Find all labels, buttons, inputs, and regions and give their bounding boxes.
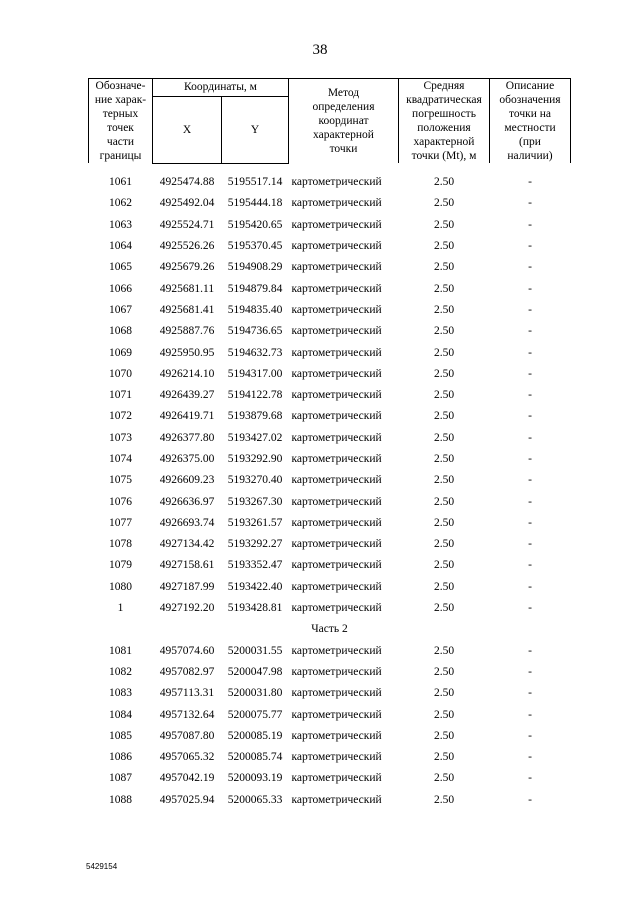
cell-point-id: 1066 bbox=[109, 282, 132, 295]
cell-description: - bbox=[528, 240, 532, 253]
cell-description: - bbox=[528, 516, 532, 529]
cell-method: картометрический bbox=[291, 602, 382, 615]
cell-point-id: 1078 bbox=[109, 538, 132, 551]
cell-coord-x: 4926439.27 bbox=[159, 389, 215, 402]
table-row bbox=[89, 597, 571, 618]
cell-method: картометрический bbox=[291, 687, 382, 700]
table-row bbox=[89, 299, 571, 320]
cell-point-id: 1065 bbox=[109, 261, 132, 274]
cell-coord-x: 4927192.20 bbox=[159, 602, 215, 615]
table-row bbox=[89, 235, 571, 256]
table-row bbox=[89, 406, 571, 427]
table-row bbox=[89, 576, 571, 597]
cell-coord-x: 4926419.71 bbox=[159, 410, 215, 423]
cell-description: - bbox=[528, 559, 532, 572]
cell-coord-y: 5194835.40 bbox=[227, 303, 283, 316]
cell-coord-x: 4926377.80 bbox=[159, 431, 215, 444]
cell-description: - bbox=[528, 687, 532, 700]
table-row bbox=[89, 278, 571, 299]
cell-coord-x: 4927158.61 bbox=[159, 559, 215, 572]
cell-error-mt: 2.50 bbox=[433, 751, 455, 764]
cell-error-mt: 2.50 bbox=[433, 495, 455, 508]
cell-method: картометрический bbox=[291, 665, 382, 678]
cell-error-mt: 2.50 bbox=[433, 240, 455, 253]
cell-description: - bbox=[528, 197, 532, 210]
cell-description: - bbox=[528, 729, 532, 742]
cell-method: картометрический bbox=[291, 389, 382, 402]
table-row bbox=[89, 683, 571, 704]
cell-coord-y: 5193292.90 bbox=[227, 453, 283, 465]
cell-method: картометрический bbox=[291, 410, 382, 423]
cell-description: - bbox=[528, 410, 532, 423]
cell-error-mt: 2.50 bbox=[433, 602, 455, 615]
cell-coord-x: 4925681.11 bbox=[159, 282, 215, 295]
cell-coord-y: 5194879.84 bbox=[227, 282, 283, 295]
cell-coord-y: 5195444.18 bbox=[227, 197, 283, 210]
cell-coord-y: 5200065.33 bbox=[227, 793, 283, 806]
cell-error-mt: 2.50 bbox=[433, 389, 455, 402]
cell-coord-y: 5200075.77 bbox=[227, 708, 283, 721]
cell-error-mt: 2.50 bbox=[433, 644, 455, 657]
cell-error-mt: 2.50 bbox=[433, 282, 455, 295]
cell-point-id: 1082 bbox=[109, 665, 132, 678]
table-row bbox=[89, 555, 571, 576]
cell-description: - bbox=[528, 580, 532, 593]
cell-error-mt: 2.50 bbox=[433, 197, 455, 210]
cell-method: картометрический bbox=[291, 772, 382, 785]
cell-coord-y: 5194317.00 bbox=[227, 367, 283, 380]
cell-coord-x: 4926636.97 bbox=[159, 495, 215, 508]
cell-point-id: 1076 bbox=[109, 495, 132, 508]
table-row bbox=[89, 363, 571, 384]
cell-coord-y: 5200031.80 bbox=[227, 687, 283, 700]
cell-description: - bbox=[528, 175, 532, 188]
cell-point-id: 1087 bbox=[109, 772, 132, 785]
cell-description: - bbox=[528, 495, 532, 508]
cell-coord-x: 4957113.31 bbox=[159, 687, 215, 700]
cell-coord-x: 4957042.19 bbox=[159, 772, 215, 785]
cell-coord-y: 5200031.55 bbox=[227, 644, 283, 657]
cell-description: - bbox=[528, 644, 532, 657]
cell-method: картометрический bbox=[291, 303, 382, 316]
cell-point-id: 1083 bbox=[109, 687, 132, 700]
cell-coord-x: 4926375.00 bbox=[159, 453, 215, 465]
cell-error-mt: 2.50 bbox=[433, 303, 455, 316]
cell-method: картометрический bbox=[291, 240, 382, 253]
cell-description: - bbox=[528, 367, 532, 380]
header-description: Описание обозначения точки на местности (при наличии) bbox=[490, 79, 571, 164]
cell-coord-x: 4927134.42 bbox=[159, 538, 215, 551]
header-error: Средняя квадратическая погрешность положения характерной точки (Mt), м bbox=[399, 79, 490, 164]
cell-method: картометрический bbox=[291, 175, 382, 188]
table-row bbox=[89, 661, 571, 682]
cell-coord-x: 4957132.64 bbox=[159, 708, 215, 721]
table-row bbox=[89, 789, 571, 810]
table-row bbox=[89, 448, 571, 469]
cell-description: - bbox=[528, 665, 532, 678]
cell-point-id: 1061 bbox=[109, 175, 132, 188]
cell-coord-x: 4925950.95 bbox=[159, 346, 215, 359]
header-method: Метод определения координат характерной точки bbox=[289, 79, 399, 164]
document-code: 5429154 bbox=[86, 862, 118, 871]
cell-method: картометрический bbox=[291, 453, 382, 465]
cell-coord-x: 4925681.41 bbox=[159, 303, 215, 316]
cell-coord-y: 5200093.19 bbox=[227, 772, 283, 785]
cell-method: картометрический bbox=[291, 751, 382, 764]
cell-coord-x: 4927187.99 bbox=[159, 580, 215, 593]
cell-description: - bbox=[528, 218, 532, 231]
cell-coord-x: 4925679.26 bbox=[159, 261, 215, 274]
cell-coord-y: 5200047.98 bbox=[227, 665, 283, 678]
cell-coord-y: 5194908.29 bbox=[227, 261, 283, 274]
cell-coord-y: 5193292.27 bbox=[227, 538, 283, 551]
page-number: 38 bbox=[312, 42, 328, 58]
table-body bbox=[89, 163, 571, 810]
cell-method: картометрический bbox=[291, 218, 382, 231]
cell-error-mt: 2.50 bbox=[433, 261, 455, 274]
cell-error-mt: 2.50 bbox=[433, 580, 455, 593]
cell-coord-x: 4957087.80 bbox=[159, 729, 215, 742]
cell-error-mt: 2.50 bbox=[433, 218, 455, 231]
cell-point-id: 1081 bbox=[109, 644, 132, 657]
cell-point-id: 1068 bbox=[109, 325, 132, 338]
cell-method: картометрический bbox=[291, 325, 382, 338]
cell-point-id: 1084 bbox=[109, 708, 132, 721]
cell-point-id: 1080 bbox=[109, 580, 132, 593]
cell-coord-x: 4925492.04 bbox=[159, 197, 215, 210]
cell-error-mt: 2.50 bbox=[433, 687, 455, 700]
cell-error-mt: 2.50 bbox=[433, 431, 455, 444]
cell-point-id: 1071 bbox=[109, 389, 132, 402]
table-row bbox=[89, 704, 571, 725]
cell-point-id: 1088 bbox=[109, 793, 132, 806]
cell-description: - bbox=[528, 389, 532, 402]
cell-coord-y: 5194736.65 bbox=[227, 325, 283, 338]
cell-point-id: 1063 bbox=[109, 218, 132, 231]
cell-point-id: 1079 bbox=[109, 559, 132, 572]
cell-method: картометрический bbox=[291, 495, 382, 508]
cell-description: - bbox=[528, 602, 532, 615]
cell-coord-x: 4926609.23 bbox=[159, 474, 215, 487]
cell-coord-y: 5193270.40 bbox=[227, 474, 283, 487]
table-row bbox=[89, 214, 571, 235]
header-coordinates: Координаты, м bbox=[153, 79, 289, 97]
cell-coord-y: 5200085.19 bbox=[227, 729, 283, 742]
cell-description: - bbox=[528, 282, 532, 295]
cell-point-id: 1064 bbox=[109, 240, 132, 253]
cell-method: картометрический bbox=[291, 367, 382, 380]
cell-method: картометрический bbox=[291, 644, 382, 657]
cell-description: - bbox=[528, 538, 532, 551]
cell-error-mt: 2.50 bbox=[433, 410, 455, 423]
table-row bbox=[89, 257, 571, 278]
cell-method: картометрический bbox=[291, 538, 382, 551]
cell-coord-x: 4957074.60 bbox=[159, 644, 215, 657]
section-row bbox=[89, 619, 571, 640]
table-row bbox=[89, 534, 571, 555]
cell-coord-x: 4957065.32 bbox=[159, 751, 215, 764]
table-header bbox=[89, 79, 571, 164]
cell-point-id: 1072 bbox=[109, 410, 132, 423]
cell-method: картометрический bbox=[291, 431, 382, 444]
cell-error-mt: 2.50 bbox=[433, 793, 455, 806]
cell-coord-y: 5193427.02 bbox=[227, 431, 283, 444]
cell-error-mt: 2.50 bbox=[433, 325, 455, 338]
cell-description: - bbox=[528, 346, 532, 359]
cell-method: картометрический bbox=[291, 261, 382, 274]
header-point-designation: Обозначе- ние харак- терных точек части границы bbox=[89, 79, 153, 164]
cell-coord-y: 5194632.73 bbox=[227, 346, 283, 359]
cell-point-id: 1 bbox=[117, 602, 124, 615]
cell-method: картометрический bbox=[291, 793, 382, 806]
table-row bbox=[89, 193, 571, 214]
cell-coord-x: 4957025.94 bbox=[159, 793, 215, 806]
cell-description: - bbox=[528, 772, 532, 785]
cell-coord-y: 5193879.68 bbox=[227, 410, 283, 423]
table-row bbox=[89, 725, 571, 746]
cell-coord-y: 5193422.40 bbox=[227, 580, 283, 593]
cell-description: - bbox=[528, 453, 532, 465]
cell-description: - bbox=[528, 751, 532, 764]
cell-coord-y: 5193267.30 bbox=[227, 495, 283, 508]
cell-description: - bbox=[528, 325, 532, 338]
cell-error-mt: 2.50 bbox=[433, 665, 455, 678]
cell-coord-x: 4925524.71 bbox=[159, 218, 215, 231]
cell-method: картометрический bbox=[291, 282, 382, 295]
cell-method: картометрический bbox=[291, 346, 382, 359]
cell-coord-y: 5195420.65 bbox=[227, 218, 283, 231]
cell-error-mt: 2.50 bbox=[433, 516, 455, 529]
cell-point-id: 1073 bbox=[109, 431, 132, 444]
cell-coord-x: 4926214.10 bbox=[159, 367, 215, 380]
cell-point-id: 1070 bbox=[109, 367, 132, 380]
table-row bbox=[89, 342, 571, 363]
cell-point-id: 1069 bbox=[109, 346, 132, 359]
coordinates-table bbox=[88, 78, 571, 810]
cell-method: картометрический bbox=[291, 474, 382, 487]
cell-error-mt: 2.50 bbox=[433, 538, 455, 551]
cell-point-id: 1062 bbox=[109, 197, 132, 210]
cell-description: - bbox=[528, 431, 532, 444]
table-row bbox=[89, 384, 571, 405]
cell-point-id: 1086 bbox=[109, 751, 132, 764]
cell-method: картометрический bbox=[291, 559, 382, 572]
cell-error-mt: 2.50 bbox=[433, 175, 455, 188]
cell-coord-y: 5193352.47 bbox=[227, 559, 283, 572]
table-row bbox=[89, 321, 571, 342]
cell-error-mt: 2.50 bbox=[433, 729, 455, 742]
cell-point-id: 1085 bbox=[109, 729, 132, 742]
table-row bbox=[89, 491, 571, 512]
cell-description: - bbox=[528, 474, 532, 487]
cell-description: - bbox=[528, 708, 532, 721]
cell-method: картометрический bbox=[291, 580, 382, 593]
table-row bbox=[89, 640, 571, 661]
section-label: Часть 2 bbox=[311, 623, 348, 636]
cell-coord-y: 5193261.57 bbox=[227, 516, 283, 529]
cell-coord-y: 5195370.45 bbox=[227, 240, 283, 253]
table-row bbox=[89, 470, 571, 491]
cell-coord-y: 5200085.74 bbox=[227, 751, 283, 764]
table-row bbox=[89, 747, 571, 768]
cell-description: - bbox=[528, 303, 532, 316]
cell-coord-x: 4957082.97 bbox=[159, 665, 215, 678]
cell-error-mt: 2.50 bbox=[433, 453, 455, 465]
cell-coord-x: 4925526.26 bbox=[159, 240, 215, 253]
cell-description: - bbox=[528, 261, 532, 274]
table-row bbox=[89, 768, 571, 789]
cell-error-mt: 2.50 bbox=[433, 772, 455, 785]
header-x: X bbox=[153, 96, 222, 163]
cell-coord-x: 4926693.74 bbox=[159, 516, 215, 529]
cell-point-id: 1067 bbox=[109, 303, 132, 316]
cell-coord-y: 5195517.14 bbox=[227, 176, 283, 189]
cell-point-id: 1074 bbox=[109, 453, 132, 465]
cell-method: картометрический bbox=[291, 708, 382, 721]
cell-point-id: 1077 bbox=[109, 516, 132, 529]
cell-coord-x: 4925887.76 bbox=[159, 325, 215, 338]
cell-error-mt: 2.50 bbox=[433, 346, 455, 359]
table-row bbox=[89, 427, 571, 448]
cell-method: картометрический bbox=[291, 729, 382, 742]
cell-description: - bbox=[528, 793, 532, 806]
cell-method: картометрический bbox=[291, 516, 382, 529]
cell-error-mt: 2.50 bbox=[433, 367, 455, 380]
cell-coord-y: 5194122.78 bbox=[227, 389, 283, 402]
cell-error-mt: 2.50 bbox=[433, 559, 455, 572]
header-y: Y bbox=[222, 96, 289, 163]
cell-method: картометрический bbox=[291, 197, 382, 210]
cell-error-mt: 2.50 bbox=[433, 708, 455, 721]
table-row bbox=[89, 163, 571, 193]
cell-point-id: 1075 bbox=[109, 474, 132, 487]
cell-coord-y: 5193428.81 bbox=[227, 602, 283, 615]
cell-error-mt: 2.50 bbox=[433, 474, 455, 487]
table-row bbox=[89, 512, 571, 533]
cell-coord-x: 4925474.88 bbox=[159, 176, 215, 189]
